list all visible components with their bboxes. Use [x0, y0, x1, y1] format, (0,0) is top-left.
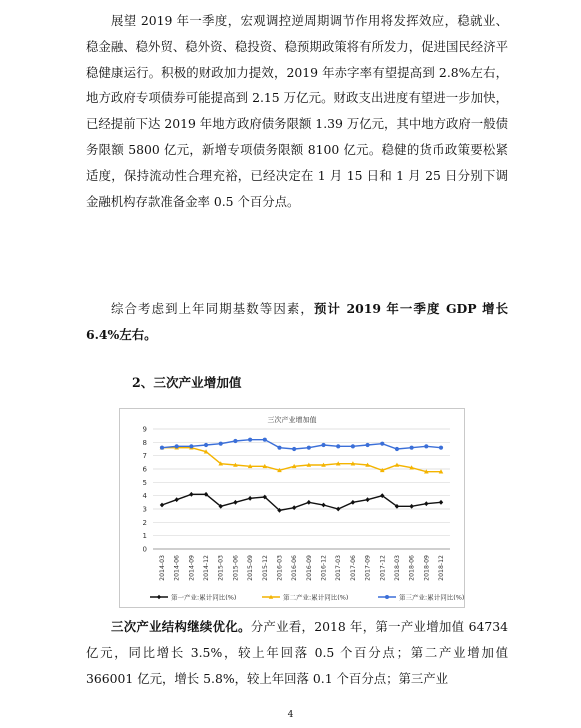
y-tick-label: 1: [142, 532, 147, 541]
legend-label: 第三产业:累计同比(%): [399, 593, 464, 602]
data-point: [248, 438, 252, 442]
data-point: [233, 439, 237, 443]
x-tick-label: 2018-12: [438, 555, 445, 581]
data-point: [410, 446, 414, 450]
x-tick-label: 2016-12: [320, 555, 328, 581]
y-tick-label: 5: [142, 478, 147, 487]
forecast-lead-text: 综合考虑到上年同期基数等因素，: [111, 301, 314, 316]
data-point: [263, 438, 267, 442]
x-tick-label: 2017-03: [335, 555, 343, 581]
y-tick-label: 9: [142, 425, 147, 434]
page-number: 4: [287, 710, 294, 720]
x-tick-label: 2016-06: [291, 555, 299, 581]
x-tick-label: 2015-06: [232, 555, 240, 581]
x-tick-label: 2015-12: [261, 555, 269, 581]
x-tick-label: 2016-03: [276, 555, 284, 581]
x-tick-label: 2018-06: [408, 555, 416, 581]
data-point: [160, 446, 164, 450]
paragraph-structure: [86, 614, 508, 691]
y-tick-label: 3: [142, 505, 147, 514]
y-tick-label: 7: [142, 452, 147, 461]
data-point: [307, 446, 311, 450]
structure-bold-text: 三次产业结构继续优化。: [111, 619, 251, 634]
data-point: [160, 503, 164, 508]
section-heading: 2、三次产业增加值: [132, 375, 242, 390]
data-point: [365, 443, 369, 447]
structure-text: 分产业看，2018 年，第一产业增加值 64734 亿元，同比增长 3.5%，较上年回落 0.5 个百分点；第二产业增加值 366001 亿元，增长 5.8%，较上年回落 0.1 个百分点；第三产业: [86, 619, 509, 686]
x-tick-label: 2014-12: [203, 555, 211, 581]
data-point: [409, 504, 413, 509]
data-point: [336, 507, 340, 512]
forecast-bold-text: 预计 2019 年一季度 GDP 增长 6.4%左右。: [86, 301, 508, 342]
data-point: [248, 496, 252, 501]
data-point: [351, 444, 355, 448]
x-tick-label: 2016-09: [305, 555, 313, 581]
data-point: [351, 500, 355, 505]
legend-marker: [385, 595, 389, 599]
data-point: [321, 443, 325, 447]
x-tick-label: 2014-06: [173, 555, 181, 581]
x-tick-label: 2015-09: [247, 555, 255, 581]
data-point: [321, 503, 325, 508]
legend-marker: [157, 595, 161, 600]
x-tick-label: 2017-09: [364, 555, 372, 581]
y-tick-label: 0: [142, 545, 147, 554]
chart-svg: [120, 409, 464, 607]
y-tick-label: 6: [142, 465, 147, 474]
data-point: [365, 497, 369, 502]
chart-title: 三次产业增加值: [267, 416, 317, 424]
data-point: [219, 442, 223, 446]
data-point: [424, 501, 428, 506]
data-point: [204, 443, 208, 447]
data-point: [174, 497, 178, 502]
x-tick-label: 2014-03: [159, 555, 166, 581]
data-point: [380, 442, 384, 446]
y-tick-label: 4: [142, 492, 147, 501]
data-point: [175, 444, 179, 448]
data-point: [336, 444, 340, 448]
x-tick-label: 2014-09: [188, 555, 196, 581]
y-tick-label: 8: [142, 438, 147, 447]
y-tick-label: 2: [142, 518, 147, 527]
series-line: [162, 448, 441, 472]
paragraph-outlook: 展望 2019 年一季度，宏观调控逆周期调节作用将发挥效应，稳就业、稳金融、稳外贸、稳外资、稳投资、稳预期政策将有所发力，促进国民经济平稳健康运行。积极的财政加力提效，2019 年赤字率有望提高到 2.8%左右，地方政府专项债券可能提高到 2.15 万亿元。财政支出进度有望进一步加快，已经提前下达 2019 年地方政府债务限额 1.39 万亿元，其中地方政府一般债务限额 5800 亿元，新增专项债务限额 8100 亿元。稳健的货币政策要松紧适度，保持流动性合理充裕，已经决定在 1 月 15 日和 1 月 25 日分别下调金融机构存款准备金率 0.5 个百分点。: [86, 13, 508, 209]
paragraph-forecast: [86, 296, 508, 348]
series-line: [162, 494, 441, 510]
data-point: [439, 446, 443, 450]
data-point: [189, 444, 193, 448]
data-point: [395, 447, 399, 451]
x-tick-label: 2018-09: [423, 555, 431, 581]
industry-value-chart: [119, 408, 465, 608]
legend-label: 第一产业:累计同比(%): [171, 593, 237, 602]
data-point: [277, 446, 281, 450]
x-tick-label: 2017-12: [379, 555, 387, 581]
x-tick-label: 2015-03: [217, 555, 225, 581]
data-point: [424, 444, 428, 448]
data-point: [233, 500, 237, 505]
data-point: [292, 447, 296, 451]
legend-label: 第二产业:累计同比(%): [283, 593, 349, 602]
data-point: [307, 500, 311, 505]
series-line: [162, 440, 441, 449]
x-tick-label: 2017-06: [349, 555, 357, 581]
data-point: [439, 500, 443, 505]
x-tick-label: 2018-03: [393, 555, 401, 581]
